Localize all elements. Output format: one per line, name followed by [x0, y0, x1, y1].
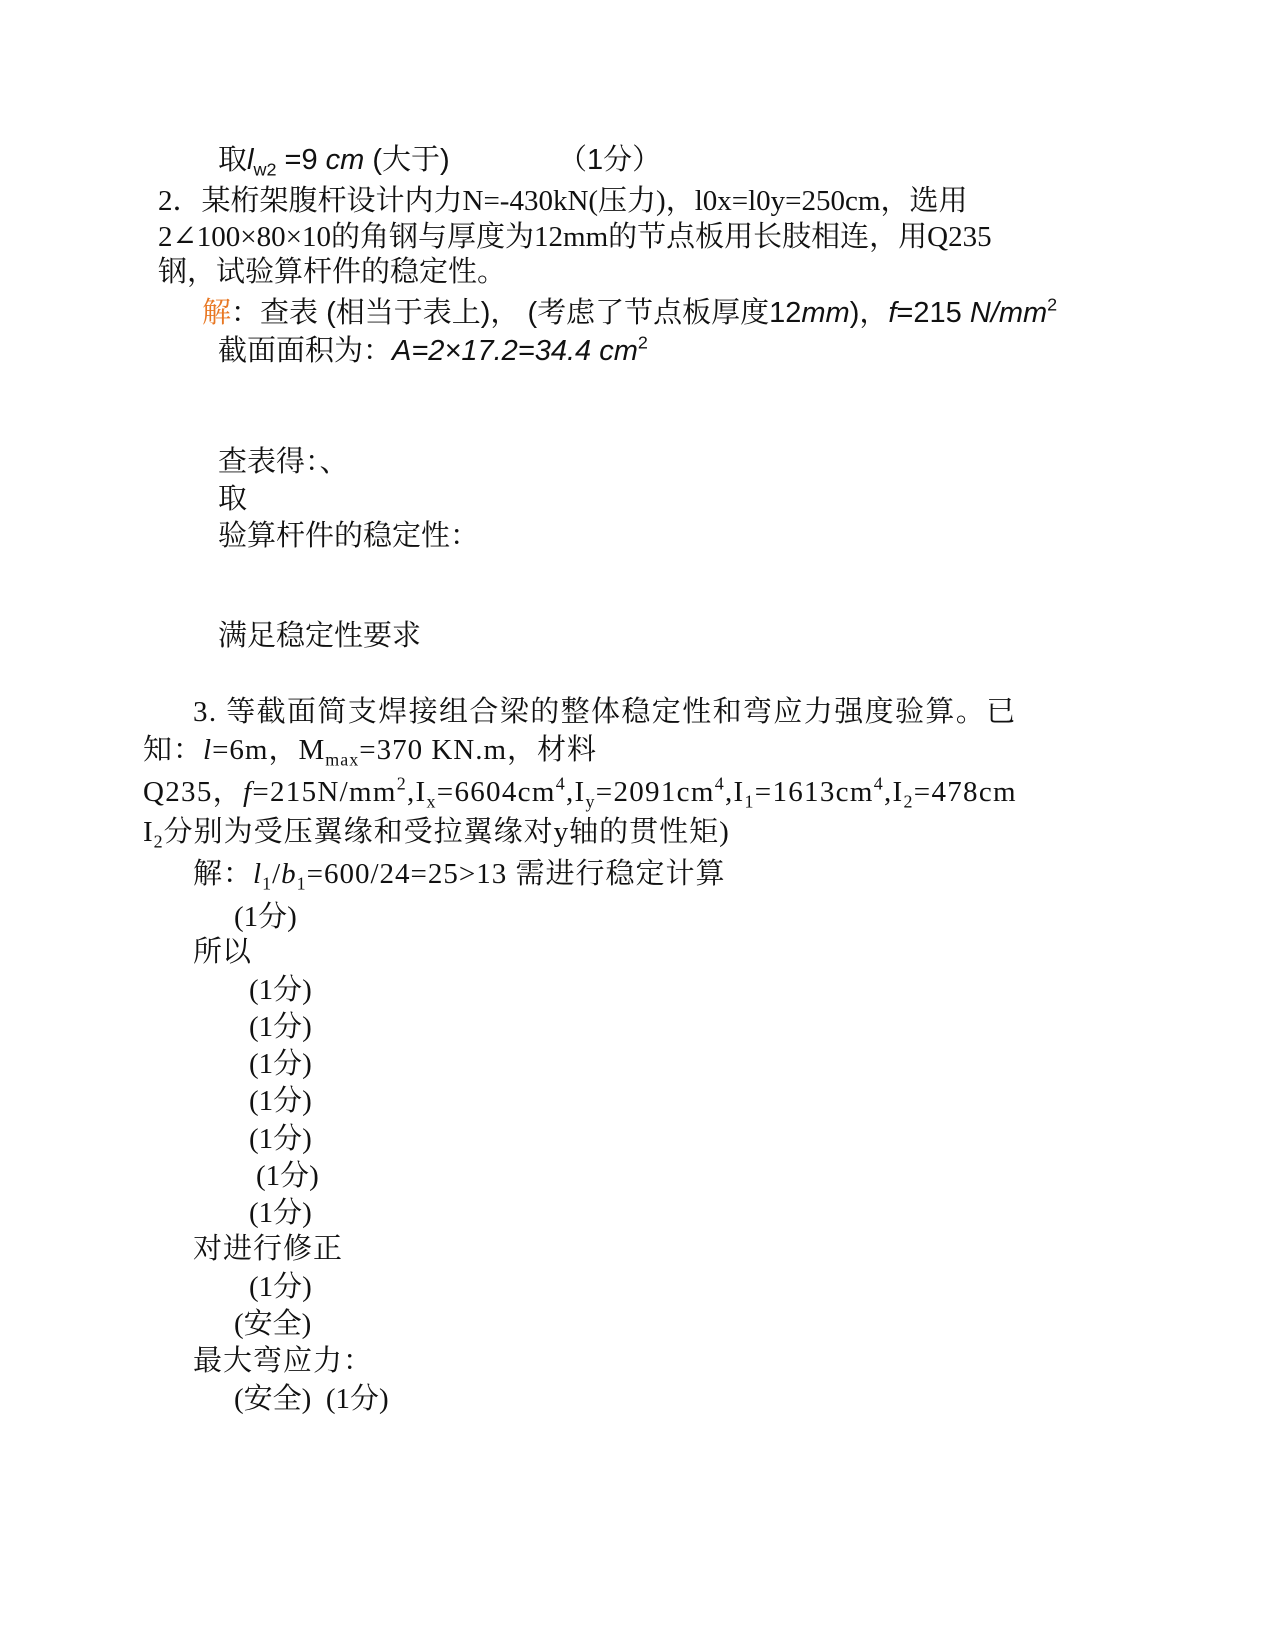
text: ,I [724, 776, 745, 808]
subscript: max [325, 749, 360, 770]
q2-text-line-2: 2∠100×80×10的角钢与厚度为12mm的节点板用长肢相连，用Q235 [158, 221, 992, 253]
text: =2×17.2=34.4 [411, 335, 600, 367]
symbol-l: l [203, 734, 213, 766]
safe-label: (安全) [234, 1383, 312, 1415]
score-label: (1分) [249, 1011, 312, 1043]
text: ,I [565, 776, 586, 808]
text: =370 KN.m，材料 [359, 734, 598, 766]
superscript: 4 [555, 773, 566, 794]
symbol-f: f [242, 776, 253, 808]
q2-check-line: 验算杆件的稳定性： [218, 520, 480, 552]
q2-text-line-3: 钢，试验算杆件的稳定性。 [158, 256, 507, 288]
q2-text-line-1: 2．某桁架腹杆设计内力N=-430kN(压力)，l0x=l0y=250cm，选用 [158, 185, 968, 217]
subscript: w2 [253, 159, 277, 180]
q3-max-stress-line: 最大弯应力： [193, 1345, 374, 1377]
q2-take-line: 取 [218, 483, 248, 515]
q2-solution-line [202, 296, 1057, 330]
symbol-A: A [392, 335, 412, 367]
text: )， [849, 297, 889, 329]
symbol-l: l [253, 858, 263, 890]
q3-text-line-4 [143, 815, 730, 852]
subscript: 1 [262, 873, 273, 894]
text: =6m，M [212, 734, 326, 766]
text: =2091cm [595, 776, 715, 808]
score-label: (1分) [256, 1160, 319, 1192]
subscript: 2 [903, 791, 914, 812]
superscript: 2 [396, 773, 407, 794]
score-label: (1分) [325, 1383, 389, 1415]
subscript: y [585, 791, 596, 812]
text: I [143, 816, 154, 848]
text: =1613cm [754, 776, 874, 808]
q3-solution-line [193, 857, 726, 894]
text: ,I [406, 776, 427, 808]
solution-label: 解 [202, 297, 232, 329]
symbol-f: f [888, 297, 897, 329]
q3-text-line-2 [143, 733, 598, 770]
text: =478cm [913, 776, 1017, 808]
superscript: 4 [873, 773, 884, 794]
unit: N/mm [969, 297, 1048, 329]
symbol-b: b [281, 858, 297, 890]
score-label: (1分) [249, 1271, 312, 1303]
q3-text-line-1: 3. 等截面简支焊接组合梁的整体稳定性和弯应力强度验算。已 [193, 696, 1017, 728]
unit: cm [325, 144, 365, 176]
subscript: 1 [296, 873, 307, 894]
text: =9 [276, 144, 326, 176]
score-label: (1分) [249, 1048, 312, 1080]
weld-length-line [218, 143, 450, 180]
q3-text-line-3 [143, 773, 1017, 812]
text: / [272, 858, 282, 890]
unit: cm [599, 335, 638, 367]
score-label: (1分) [234, 901, 297, 933]
score-label: (1分) [249, 1197, 312, 1229]
text: 取 [218, 144, 248, 176]
text: Q235， [143, 776, 243, 808]
subscript: 2 [153, 831, 164, 852]
unit: mm [801, 297, 850, 329]
text: ：查表 (相当于表上)， (考虑了节点板厚度12 [231, 297, 802, 329]
text: ,I [883, 776, 904, 808]
q3-correct-line: 对进行修正 [193, 1233, 344, 1265]
text: =6604cm [436, 776, 556, 808]
text: =215N/mm [252, 776, 397, 808]
text: (大于) [364, 144, 450, 176]
text: 分别为受压翼缘和受拉翼缘对y轴的贯性矩) [163, 816, 730, 848]
subscript: 1 [744, 791, 755, 812]
final-result-line [234, 1382, 389, 1416]
safe-label: (安全) [234, 1308, 312, 1340]
text: =600/24=25>13 需进行稳定计算 [306, 858, 726, 890]
symbol-l: l [247, 144, 254, 176]
text: 解： [193, 858, 254, 890]
q2-area-line [218, 334, 648, 368]
q2-satisfy-line: 满足稳定性要求 [218, 620, 422, 652]
superscript: 2 [637, 332, 648, 353]
q3-so-line: 所以 [193, 936, 252, 968]
score-label: (1分) [249, 1085, 312, 1117]
superscript: 4 [714, 773, 725, 794]
score-label: （1分） [558, 144, 662, 176]
score-label: (1分) [249, 1123, 312, 1155]
text: 截面面积为： [218, 335, 393, 367]
score-label: (1分) [249, 974, 312, 1006]
q2-lookup-line: 查表得：、 [218, 446, 349, 478]
subscript: x [426, 791, 437, 812]
text: 知： [143, 734, 204, 766]
text: =215 [896, 297, 970, 329]
superscript: 2 [1047, 294, 1058, 315]
